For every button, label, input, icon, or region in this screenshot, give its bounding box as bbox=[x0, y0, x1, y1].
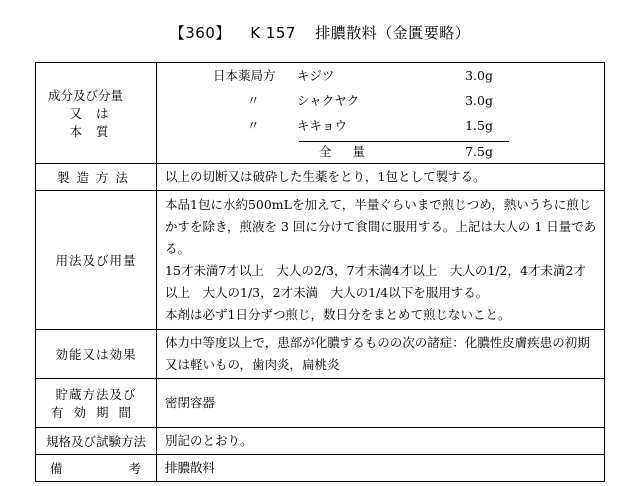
dosage-paragraph: 15才未満7才以上 大人の2/3，7才未満4才以上 大人の1/2，4才未満2才以上 大人の1/3，2才未満 大人の1/4以下を服用する。 bbox=[165, 263, 586, 300]
dosage-row bbox=[36, 191, 605, 330]
composition-item: 〃 シャクヤク 3.0g bbox=[247, 93, 493, 108]
composition-list bbox=[157, 63, 604, 163]
dosage-label: 用法及び用量 bbox=[36, 191, 157, 330]
product-name: 排膿散料（金匱要略） bbox=[315, 24, 471, 42]
remarks-row bbox=[36, 455, 605, 482]
storage-row bbox=[36, 379, 605, 428]
composition-item: 日本薬局方 キジツ 3.0g bbox=[213, 68, 493, 83]
dosage-value bbox=[157, 191, 605, 330]
composition-value bbox=[157, 63, 605, 164]
product-code: K 157 bbox=[250, 24, 296, 42]
dosage-paragraph: 本剤は必ず1日分ずつ煎じ，数日分をまとめて煎じないこと。 bbox=[165, 307, 511, 322]
monograph-number: 【360】 bbox=[169, 24, 231, 42]
efficacy-value: 体力中等度以上で，患部が化膿するものの次の諸症：化膿性皮膚疾患の初期又は軽いもの，歯肉炎，扁桃炎 bbox=[157, 330, 605, 379]
storage-value: 密閉容器 bbox=[157, 379, 605, 428]
efficacy-label: 効能又は効果 bbox=[36, 330, 157, 379]
composition-total: 全 量 7.5g bbox=[319, 144, 493, 159]
remarks-label: 備 考 bbox=[36, 455, 157, 482]
dosage-paragraph: 本品1包に水約500mLを加えて，半量ぐらいまで煎じつめ，熱いうちに煎じかすを除き，煎液を 3 回に分けて食間に服用する。上記は大人の 1 日量である。 bbox=[165, 197, 597, 256]
manufacturing-label: 製造方法 bbox=[36, 164, 157, 191]
composition-label: 成分及び分量 又は本質 bbox=[36, 63, 157, 164]
storage-label: 貯蔵方法及び 有効期間 bbox=[36, 379, 157, 428]
specs-label: 規格及び試験方法 bbox=[36, 428, 157, 455]
remarks-value: 排膿散料 bbox=[157, 455, 605, 482]
specs-row bbox=[36, 428, 605, 455]
efficacy-row bbox=[36, 330, 605, 379]
manufacturing-row bbox=[36, 164, 605, 191]
composition-row bbox=[36, 63, 605, 164]
page-title bbox=[0, 22, 640, 43]
composition-item: 〃 キキョウ 1.5g bbox=[247, 118, 493, 133]
manufacturing-value: 以上の切断又は破砕した生薬をとり，1包として製する。 bbox=[157, 164, 605, 191]
specs-value: 別記のとおり。 bbox=[157, 428, 605, 455]
monograph-table bbox=[35, 62, 605, 482]
